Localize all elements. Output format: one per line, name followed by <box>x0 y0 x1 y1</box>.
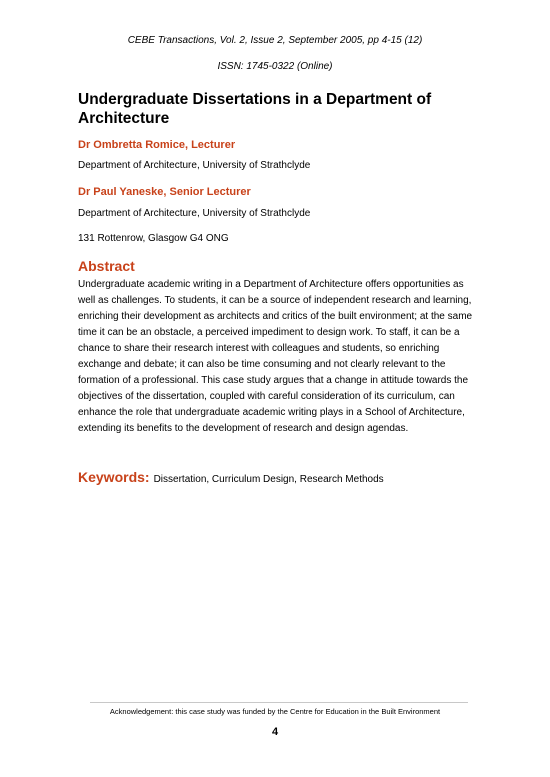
keywords-heading: Keywords: <box>78 469 150 485</box>
journal-citation: CEBE Transactions, Vol. 2, Issue 2, September 2005, pp 4-15 (12) <box>127 35 423 46</box>
acknowledgement: Acknowledgement: this case study was funded by the Centre for Education in the Built Environment <box>109 707 441 716</box>
abstract-heading: Abstract <box>78 258 135 274</box>
keywords <box>78 469 384 487</box>
author-name: Dr Paul Yaneske, Senior Lecturer <box>78 186 251 198</box>
issn: ISSN: 1745-0322 (Online) <box>217 61 333 72</box>
author-affiliation: Department of Architecture, University of Strathclyde <box>78 160 311 171</box>
author-affiliation: Department of Architecture, University of Strathclyde <box>78 208 311 219</box>
abstract-text: Undergraduate academic writing in a Department of Architecture offers opportunities as well as challenges. To students, it can be a source of independent research and learning, enriching their development as architects and critics of the built environment; at the same time it can be an obstacle, a perceived impediment to design work. To staff, it can be a chance to share their research interest with colleagues and students, so enriching exchange and debate; it can also be time consuming and not clearly relevant to the formation of a professional. This case study argues that a change in attitude towards the objectives of the dissertation, coupled with careful consideration of its curriculum, can enhance the role that undergraduate academic writing plays in a School of Architecture, extending its benefits to the development of research and design agendas. <box>78 279 473 434</box>
keywords-list: Dissertation, Curriculum Design, Research Methods <box>153 474 384 485</box>
page-number: 4 <box>271 726 279 738</box>
author-name: Dr Ombretta Romice, Lecturer <box>78 139 236 151</box>
paper-title: Undergraduate Dissertations in a Department of Architecture <box>78 91 432 127</box>
author-address: 131 Rottenrow, Glasgow G4 ONG <box>78 233 229 244</box>
footer-rule <box>90 702 468 703</box>
